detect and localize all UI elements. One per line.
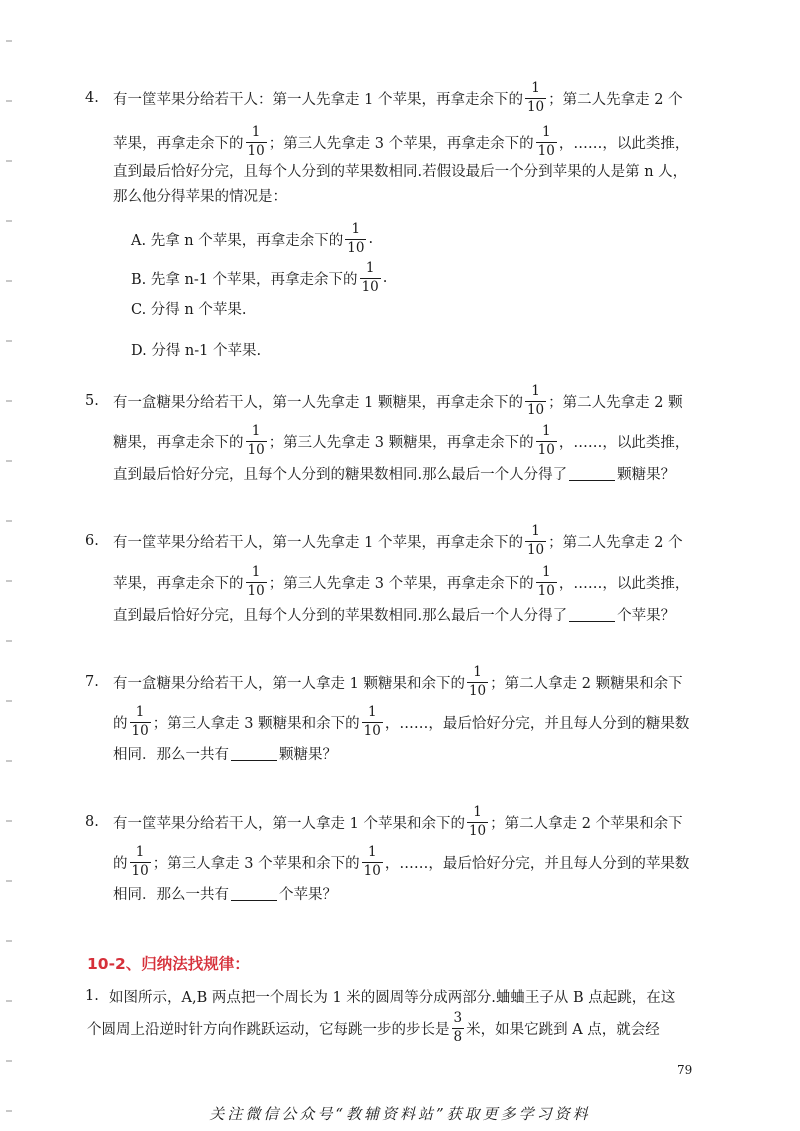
question-number: 7. (85, 674, 99, 690)
worksheet-page: 4. 有一筐苹果分给若干人：第一人先拿走 1 个苹果，再拿走余下的 $\frac{1}{10}$ ；第二人先拿走 2 个 苹果，再拿走余下的 $\frac{1}{10}$ ；第三人先拿走 3 个苹果，再拿走余下的 $\frac{1}{10}$ ，……，以此类推， 直到最后恰好分完，且每个人分到的苹果数相同.若假设最后一个分到苹果的人是第 n 人， 那么他分得苹果的情况是： A. 先拿 n 个苹果，再拿走余下的 $\frac{1}{10}$ . B. 先拿 n-1 个苹果，再拿走余下的 $\frac{1}{10}$ . C. 分得 n 个苹果. D. 分得 n-1 个苹果. 5. 有一盒糖果分给若干人，第一人先拿走 1 颗糖果，再拿走余下的 $\frac{1}{10}$ ；第二人先拿走 2 颗 糖果，再拿走余下的 $\frac{1}{10}$ ；第三人先拿走 3 颗糖果，再拿走余下的 $\frac{1}{10}$ ，……，以此类推， 直到最后恰好分完，且每个人分到的糖果数相同.那么最后一个人分得了 颗糖果？ 6. 有一筐苹果分给若干人，第一人先拿走 1 个苹果，再拿走余下的 $\frac{1}{10}$ ；第二人先拿走 2 个 苹果，再拿走余下的 $\frac{1}{10}$ ；第三人先拿走 3 个苹果，再拿走余下的 $\frac{1}{10}$ ，……，以此类推， 直到最后恰好分完，且每个人分到的苹果数相同.那么最后一个人分得了 个苹果？ 7. 有一盒糖果分给若干人，第一人拿走 1 颗糖果和余下的 $\frac{1}{10}$ ；第二人拿走 2 颗糖果和余下 的 $\frac{1}{10}$ ；第三人拿走 3 颗糖果和余下的 $\frac{1}{10}$ ，……，最后恰好分完，并且每人分到的糖果数 相同．那么一共有 颗糖果？ 8. 有一筐苹果分给若干人，第一人拿走 1 个苹果和余下的 $\frac{1}{10}$ ；第二人拿走 2 个苹果和余下 的 $\frac{1}{10}$ ；第三人拿走 3 个苹果和余下的 $\frac{1}{10}$ ，……，最后恰好分完，并且每人分到的苹果数 相同．那么一共有 个苹果？ 10-2、归纳法找规律： 1. 如图所示，A,B 两点把一个周长为 1 米的圆周等分成两部分.蛐蛐王子从 B 点起跳，在这 个圆周上沿逆时针方向作跳跃运动，它每跳一步的步长是 $\frac{3}{8}$ 米，如果它跳到 A 点，就会经 79 关注微信公众号“教辅资料站”获取更多学习资料 (0, 0, 800, 1131)
question-number: 5. (85, 393, 99, 409)
fraction: $\frac{1}{10}$ (131, 704, 149, 739)
answer-blank[interactable] (569, 466, 615, 481)
fraction: $\frac{1}{10}$ (537, 124, 555, 159)
question-text: 有一筐苹果分给若干人：第一人先拿走 1 个苹果，再拿走余下的 (113, 91, 523, 108)
question-number: 1. (85, 988, 99, 1004)
answer-blank[interactable] (231, 886, 277, 901)
fraction: $\frac{1}{10}$ (526, 383, 545, 418)
fraction: $\frac{3}{8}$ (453, 1010, 463, 1045)
question-number: 4. (85, 90, 99, 106)
option-c: C. 分得 n 个苹果. (131, 301, 247, 318)
fraction: $\frac{1}{10}$ (526, 80, 545, 115)
question-text: 直到最后恰好分完，且每个人分到的苹果数相同.若假设最后一个分到苹果的人是第 n 人， (113, 163, 688, 180)
footer-watermark: 关注微信公众号“教辅资料站”获取更多学习资料 (209, 1105, 591, 1123)
fraction: $\frac{1}{10}$ (131, 844, 149, 879)
fraction: $\frac{1}{10}$ (363, 844, 381, 879)
fraction: $\frac{1}{10}$ (537, 423, 555, 458)
option-a: A. 先拿 n 个苹果，再拿走余下的 $\frac{1}{10}$ . (131, 221, 374, 256)
fraction: $\frac{1}{10}$ (347, 221, 365, 256)
page-number: 79 (677, 1063, 693, 1077)
fraction: $\frac{1}{10}$ (363, 704, 381, 739)
fraction: $\frac{1}{10}$ (526, 523, 545, 558)
section-title: 10-2、归纳法找规律： (87, 955, 250, 973)
fraction: $\frac{1}{10}$ (537, 564, 555, 599)
question-text: ，……，以此类推， (558, 135, 690, 152)
question-text: ；第二人先拿走 2 个 (548, 91, 683, 108)
fraction: $\frac{1}{10}$ (247, 564, 265, 599)
fraction: $\frac{1}{10}$ (247, 124, 265, 159)
fraction: $\frac{1}{10}$ (468, 804, 487, 839)
question-text: 那么他分得苹果的情况是： (113, 188, 287, 205)
option-b: B. 先拿 n-1 个苹果，再拿走余下的 $\frac{1}{10}$ . (131, 260, 388, 295)
question-text: ；第三人先拿走 3 个苹果，再拿走余下的 (268, 135, 534, 152)
answer-blank[interactable] (569, 607, 615, 622)
question-number: 6. (85, 533, 99, 549)
option-d: D. 分得 n-1 个苹果. (131, 342, 262, 359)
question-number: 8. (85, 814, 99, 830)
fraction: $\frac{1}{10}$ (247, 423, 265, 458)
fraction: $\frac{1}{10}$ (468, 664, 487, 699)
fraction: $\frac{1}{10}$ (361, 260, 379, 295)
answer-blank[interactable] (231, 746, 277, 761)
question-text: 苹果，再拿走余下的 (113, 135, 244, 152)
